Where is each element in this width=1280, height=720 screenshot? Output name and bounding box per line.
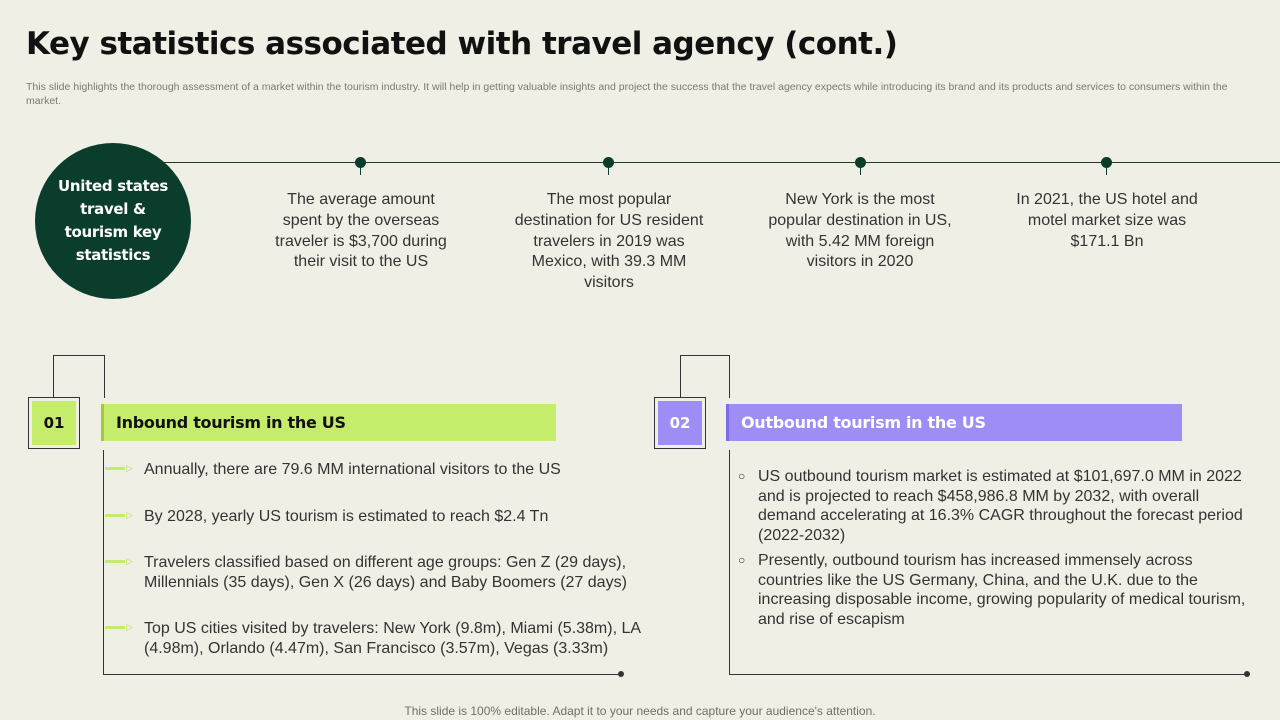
inbound-item-1: Annually, there are 79.6 MM international visitors to the US: [144, 461, 561, 478]
page-subtitle: This slide highlights the thorough assessment of a market within the tourism industry. It will help in getting valuable insights and project the success that the travel agency expects while introducing its brand and its products and services to consumers within the market.: [26, 81, 1228, 107]
inbound-bottom-line: [103, 674, 621, 675]
inbound-bullet-marker: ▷: [105, 463, 135, 473]
inbound-item-4: Top US cities visited by travelers: New York (9.8m), Miami (5.38m), LA (4.98m), Orlando (4.47m), San Francisco (3.57m), Vegas (3.33m): [144, 620, 641, 657]
inbound-end-dot: [618, 671, 624, 677]
inbound-number-box: [28, 397, 80, 449]
inbound-vertical-line: [103, 450, 104, 675]
footer-note: This slide is 100% editable. Adapt it to your needs and capture your audience's attention.: [404, 704, 876, 718]
timeline-stem: [860, 167, 861, 175]
outbound-bullet-circle: ○: [738, 553, 746, 567]
inbound-bracket: [53, 355, 105, 398]
stat-text-3: New York is the most popular destination in US, with 5.42 MM foreign visitors in 2020: [768, 191, 952, 271]
outbound-bottom-line: [729, 674, 1247, 675]
outbound-number: 02: [658, 401, 702, 445]
stat-text-2: The most popular destination for US resident travelers in 2019 was Mexico, with 39.3 MM visitors: [514, 191, 704, 292]
inbound-number: 01: [32, 401, 76, 445]
key-statistics-badge: [35, 143, 191, 299]
inbound-bullet-marker: ▷: [105, 622, 135, 632]
outbound-bullet-circle: ○: [738, 469, 746, 483]
inbound-bullet-marker: ▷: [105, 556, 135, 566]
timeline-stem: [360, 167, 361, 175]
inbound-section-title: Inbound tourism in the US: [101, 404, 556, 441]
outbound-item-2: Presently, outbound tourism has increased immensely across countries like the US Germany, China, and the U.K. due to the increasing disposable income, growing popularity of medical tourism, and rise of escapism: [758, 552, 1246, 628]
outbound-item-1: US outbound tourism market is estimated at $101,697.0 MM in 2022 and is projected to reach $458,986.8 MM by 2032, with overall demand accelerating at 16.3% CAGR throughout the forecast period (2022-2032): [758, 468, 1243, 544]
outbound-number-box: [654, 397, 706, 449]
stat-text-1: The average amount spent by the overseas traveler is $3,700 during their visit to the US: [275, 191, 447, 271]
outbound-vertical-line: [729, 450, 730, 675]
stat-text-4: In 2021, the US hotel and motel market size was $171.1 Bn: [1016, 191, 1198, 250]
outbound-section-title: Outbound tourism in the US: [726, 404, 1182, 441]
inbound-item-2: By 2028, yearly US tourism is estimated to reach $2.4 Tn: [144, 508, 549, 525]
timeline-stem: [608, 167, 609, 175]
inbound-item-3: Travelers classified based on different age groups: Gen Z (29 days), Millennials (35 days), Gen X (26 days) and Baby Boomers (27 days): [144, 554, 627, 591]
badge-label: United states travel & tourism key statistics: [58, 177, 168, 264]
timeline-stem: [1106, 167, 1107, 175]
inbound-bullet-marker: ▷: [105, 510, 135, 520]
outbound-bracket: [680, 355, 730, 398]
page-title: Key statistics associated with travel agency (cont.): [26, 26, 898, 62]
outbound-end-dot: [1244, 671, 1250, 677]
